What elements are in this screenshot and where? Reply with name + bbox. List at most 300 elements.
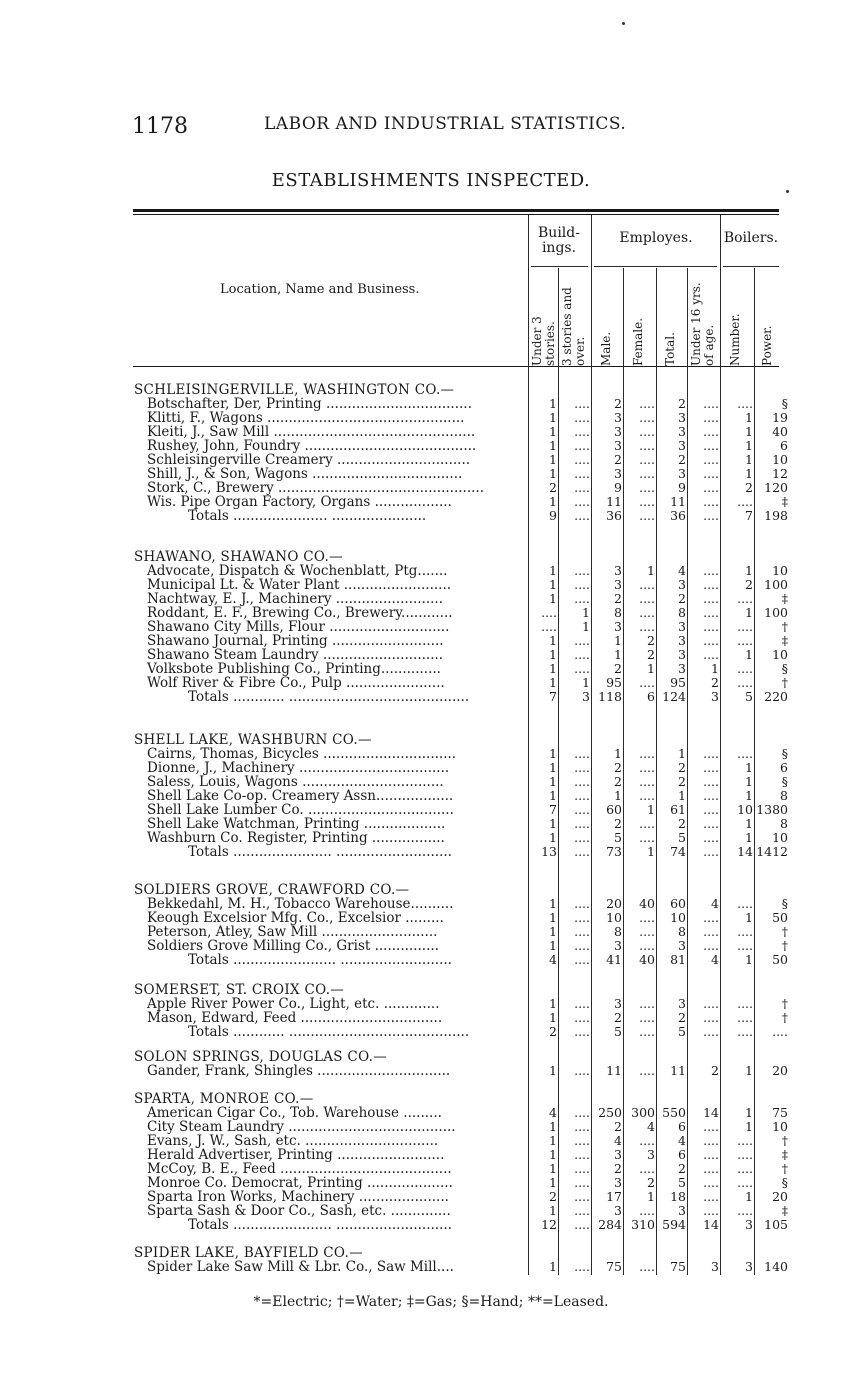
- cell-boiler-number: ....: [737, 896, 753, 911]
- cell-under3: 1: [549, 675, 557, 690]
- cell-boiler-number: 1: [745, 438, 753, 453]
- cell-total: 2: [678, 452, 686, 467]
- totals-row: [0, 1218, 862, 1232]
- cell-boiler-power: 75: [772, 1105, 788, 1120]
- cell-under16: ....: [703, 1203, 719, 1218]
- cell-3over: ....: [574, 494, 590, 509]
- establishment-name: Sparta Iron Works, Machinery .....................: [147, 1190, 449, 1204]
- cell-under16: ....: [703, 577, 719, 592]
- establishment-name: Shell Lake Lumber Co. ..................................: [147, 803, 454, 817]
- cell-under16: 2: [711, 675, 719, 690]
- cell-boiler-power: 100: [764, 605, 788, 620]
- establishment-name: Mason, Edward, Feed .................................: [147, 1011, 443, 1025]
- cell-boiler-power: 100: [764, 577, 788, 592]
- cell-boiler-number: 3: [745, 1259, 753, 1274]
- establishment-name: Shell Lake Watchman, Printing ...................: [147, 817, 446, 831]
- establishment-name: Rushey, John, Foundry ........................................: [147, 439, 477, 453]
- cell-total: 2: [678, 816, 686, 831]
- cell-male: 250: [598, 1105, 622, 1120]
- table-row: [0, 1120, 862, 1134]
- establishment-name: Evans, J. W., Sash, etc. ...............................: [147, 1134, 439, 1148]
- cell-female: ....: [639, 410, 655, 425]
- col-number-header: Number.: [728, 313, 742, 366]
- cell-total: 6: [678, 1147, 686, 1162]
- cell-under3: 1: [549, 661, 557, 676]
- cell-male: 17: [606, 1189, 622, 1204]
- cell-male: 3: [614, 1147, 622, 1162]
- cell-under16: ....: [703, 1189, 719, 1204]
- cell-3over: 1: [582, 619, 590, 634]
- page-number: 1178: [132, 114, 188, 139]
- cell-female: ....: [639, 675, 655, 690]
- cell-under16: 3: [711, 689, 719, 704]
- cell-under3: 2: [549, 1024, 557, 1039]
- cell-female: 300: [631, 1105, 655, 1120]
- cell-female: 2: [647, 1175, 655, 1190]
- cell-under16: ....: [703, 410, 719, 425]
- totals-row: [0, 690, 862, 704]
- cell-boiler-number: 1: [745, 647, 753, 662]
- establishment-name: Spider Lake Saw Mill & Lbr. Co., Saw Mill....: [147, 1260, 454, 1274]
- cell-female: 310: [631, 1217, 655, 1232]
- cell-under16: ....: [703, 591, 719, 606]
- cell-boiler-number: ....: [737, 1024, 753, 1039]
- cell-female: ....: [639, 1203, 655, 1218]
- cell-male: 2: [614, 816, 622, 831]
- establishment-name: Bekkedahl, M. H., Tobacco Warehouse..........: [147, 897, 454, 911]
- table-row: [0, 1162, 862, 1176]
- cell-3over: ....: [574, 746, 590, 761]
- cell-male: 2: [614, 760, 622, 775]
- cell-male: 2: [614, 396, 622, 411]
- cell-boiler-number: ....: [737, 1147, 753, 1162]
- cell-boiler-power: 20: [772, 1189, 788, 1204]
- table-row: [0, 439, 862, 453]
- cell-under16: ....: [703, 788, 719, 803]
- cell-under3: 2: [549, 480, 557, 495]
- location-heading-row: [0, 983, 862, 997]
- cell-female: ....: [639, 577, 655, 592]
- table-row: [0, 578, 862, 592]
- cell-female: ....: [639, 619, 655, 634]
- cell-boiler-power: ‡: [781, 1147, 788, 1162]
- cell-under3: 4: [549, 952, 557, 967]
- cell-under3: 1: [549, 591, 557, 606]
- totals-row: [0, 953, 862, 967]
- cell-under16: 2: [711, 1063, 719, 1078]
- cell-female: ....: [639, 788, 655, 803]
- establishment-name: Keough Excelsior Mfg. Co., Excelsior .........: [147, 911, 444, 925]
- cell-under3: 1: [549, 424, 557, 439]
- table-row: [0, 411, 862, 425]
- cell-under16: ....: [703, 396, 719, 411]
- cell-boiler-number: ....: [737, 1161, 753, 1176]
- cell-3over: 1: [582, 605, 590, 620]
- establishment-name: Shawano City Mills, Flour ............................: [147, 620, 450, 634]
- cell-female: ....: [639, 1133, 655, 1148]
- cell-under3: 1: [549, 896, 557, 911]
- cell-under3: 1: [549, 774, 557, 789]
- cell-under16: ....: [703, 1119, 719, 1134]
- table-row: [0, 775, 862, 789]
- cell-under16: ....: [703, 760, 719, 775]
- establishment-name: Totals ............ ..........................................: [188, 1025, 470, 1039]
- cell-male: 3: [614, 563, 622, 578]
- establishment-name: Klitti, F., Wagons ..............................................: [147, 411, 465, 425]
- cell-female: ....: [639, 938, 655, 953]
- cell-boiler-power: †: [781, 1161, 788, 1176]
- location-heading: SOMERSET, ST. CROIX CO.—: [134, 983, 345, 997]
- establishment-name: Stork, C., Brewery ................................................: [147, 481, 484, 495]
- cell-3over: ....: [574, 760, 590, 775]
- cell-boiler-power: 8: [780, 788, 788, 803]
- cell-3over: ....: [574, 452, 590, 467]
- table-row: [0, 939, 862, 953]
- cell-3over: ....: [574, 896, 590, 911]
- cell-under16: ....: [703, 1175, 719, 1190]
- cell-total: 18: [670, 1189, 686, 1204]
- cell-under3: 1: [549, 633, 557, 648]
- cell-boiler-power: 19: [772, 410, 788, 425]
- table-row: [0, 397, 862, 411]
- cell-male: 73: [606, 844, 622, 859]
- cell-boiler-power: §: [781, 396, 788, 411]
- table-row: [0, 761, 862, 775]
- cell-under16: ....: [703, 647, 719, 662]
- cell-boiler-number: ....: [737, 1010, 753, 1025]
- cell-boiler-number: ....: [737, 396, 753, 411]
- cell-3over: ....: [574, 577, 590, 592]
- cell-under16: ....: [703, 466, 719, 481]
- cell-under3: 1: [549, 1175, 557, 1190]
- cell-3over: ....: [574, 480, 590, 495]
- cell-3over: ....: [574, 1024, 590, 1039]
- cell-male: 95: [606, 675, 622, 690]
- cell-male: 75: [606, 1259, 622, 1274]
- cell-female: 1: [647, 844, 655, 859]
- cell-total: 1: [678, 788, 686, 803]
- cell-boiler-number: 1: [745, 1119, 753, 1134]
- establishment-name: Shawano Journal, Printing ..........................: [147, 634, 444, 648]
- table-row: [0, 495, 862, 509]
- cell-under3: 1: [549, 1119, 557, 1134]
- cell-boiler-number: 1: [745, 816, 753, 831]
- cell-under16: ....: [703, 480, 719, 495]
- cell-female: ....: [639, 605, 655, 620]
- establishment-name: Apple River Power Co., Light, etc. .............: [147, 997, 440, 1011]
- table-row: [0, 606, 862, 620]
- cell-boiler-power: 198: [764, 508, 788, 523]
- establishment-name: Peterson, Atley, Saw Mill ...........................: [147, 925, 438, 939]
- cell-under16: ....: [703, 844, 719, 859]
- cell-boiler-power: §: [781, 896, 788, 911]
- cell-male: 2: [614, 1119, 622, 1134]
- cell-under16: 4: [711, 952, 719, 967]
- cell-female: ....: [639, 438, 655, 453]
- cell-boiler-power: 6: [780, 760, 788, 775]
- cell-under16: ....: [703, 452, 719, 467]
- location-header: Location, Name and Business.: [220, 282, 420, 297]
- cell-3over: ....: [574, 1105, 590, 1120]
- cell-under3: 12: [541, 1217, 557, 1232]
- location-heading-row: [0, 883, 862, 897]
- establishment-name: Totals ........................ ..........................: [188, 953, 452, 967]
- cell-total: 2: [678, 396, 686, 411]
- cell-3over: ....: [574, 952, 590, 967]
- cell-male: 3: [614, 466, 622, 481]
- cell-under16: ....: [703, 816, 719, 831]
- cell-boiler-power: †: [781, 938, 788, 953]
- table-row: [0, 1106, 862, 1120]
- cell-female: 1: [647, 1189, 655, 1204]
- cell-boiler-number: 2: [745, 480, 753, 495]
- cell-female: ....: [639, 480, 655, 495]
- cell-boiler-power: 10: [772, 563, 788, 578]
- cell-female: ....: [639, 508, 655, 523]
- cell-boiler-power: ‡: [781, 591, 788, 606]
- cell-boiler-power: 50: [772, 910, 788, 925]
- establishment-name: Shawano Steam Laundry ............................: [147, 648, 444, 662]
- table-row: [0, 620, 862, 634]
- cell-total: 5: [678, 1175, 686, 1190]
- table-row: [0, 1064, 862, 1078]
- cell-total: 4: [678, 1133, 686, 1148]
- establishment-name: Advocate, Dispatch & Wochenblatt, Ptg.......: [147, 564, 448, 578]
- cell-female: 6: [647, 689, 655, 704]
- establishment-name: Nachtway, E. J., Machinery .........................: [147, 592, 444, 606]
- table-row: [0, 648, 862, 662]
- table-row: [0, 747, 862, 761]
- cell-boiler-number: 5: [745, 689, 753, 704]
- establishment-name: Sparta Sash & Door Co., Sash, etc. ..............: [147, 1204, 451, 1218]
- cell-under3: 1: [549, 1203, 557, 1218]
- cell-3over: ....: [574, 910, 590, 925]
- cell-boiler-number: ....: [737, 633, 753, 648]
- cell-total: 3: [678, 996, 686, 1011]
- table-row: [0, 1260, 862, 1274]
- totals-row: [0, 509, 862, 523]
- cell-3over: ....: [574, 924, 590, 939]
- cell-female: 3: [647, 1147, 655, 1162]
- cell-boiler-number: ....: [737, 1175, 753, 1190]
- cell-boiler-power: 220: [764, 689, 788, 704]
- establishment-name: Totals ...................... ......................: [188, 509, 427, 523]
- cell-female: ....: [639, 494, 655, 509]
- cell-female: ....: [639, 774, 655, 789]
- employes-group-header: Employes.: [619, 230, 693, 246]
- cell-under16: ....: [703, 563, 719, 578]
- buildings-group-header: Build- ings.: [538, 225, 580, 256]
- cell-under3: 1: [549, 1010, 557, 1025]
- cell-3over: ....: [574, 466, 590, 481]
- cell-male: 3: [614, 1203, 622, 1218]
- cell-female: 1: [647, 661, 655, 676]
- cell-boiler-power: 12: [772, 466, 788, 481]
- col-power-header: Power.: [760, 325, 774, 366]
- cell-under16: ....: [703, 996, 719, 1011]
- cell-under3: ....: [541, 605, 557, 620]
- cell-total: 36: [670, 508, 686, 523]
- establishment-name: Dionne, J., Machinery ...................................: [147, 761, 450, 775]
- cell-female: ....: [639, 452, 655, 467]
- col-3over-header: 3 stories and over.: [560, 287, 587, 366]
- cell-under16: 1: [711, 661, 719, 676]
- cell-under16: ....: [703, 424, 719, 439]
- col-male-header: Male.: [599, 331, 613, 366]
- cell-3over: ....: [574, 396, 590, 411]
- cell-3over: ....: [574, 1217, 590, 1232]
- cell-under3: 13: [541, 844, 557, 859]
- location-heading: SHAWANO, SHAWANO CO.—: [134, 550, 343, 564]
- cell-3over: ....: [574, 1203, 590, 1218]
- cell-total: 9: [678, 480, 686, 495]
- cell-under3: 1: [549, 924, 557, 939]
- cell-under16: ....: [703, 830, 719, 845]
- cell-boiler-number: ....: [737, 996, 753, 1011]
- establishment-name: Totals ....................... ...........................: [188, 845, 452, 859]
- cell-male: 3: [614, 996, 622, 1011]
- cell-boiler-number: 3: [745, 1217, 753, 1232]
- cell-boiler-number: 1: [745, 563, 753, 578]
- cell-under16: ....: [703, 1133, 719, 1148]
- cell-3over: 3: [582, 689, 590, 704]
- cell-total: 5: [678, 1024, 686, 1039]
- cell-male: 11: [606, 494, 622, 509]
- establishment-name: Botschafter, Der, Printing ..................................: [147, 397, 472, 411]
- cell-under3: 1: [549, 760, 557, 775]
- establishment-name: Roddant, E. F., Brewing Co., Brewery............: [147, 606, 453, 620]
- location-heading: SHELL LAKE, WASHBURN CO.—: [134, 733, 372, 747]
- cell-boiler-power: 1412: [756, 844, 788, 859]
- cell-boiler-power: 50: [772, 952, 788, 967]
- cell-boiler-number: 1: [745, 910, 753, 925]
- location-heading: SOLON SPRINGS, DOUGLAS CO.—: [134, 1050, 388, 1064]
- cell-male: 3: [614, 619, 622, 634]
- cell-boiler-power: ‡: [781, 494, 788, 509]
- cell-under16: ....: [703, 494, 719, 509]
- cell-boiler-power: 10: [772, 452, 788, 467]
- location-heading-row: [0, 1092, 862, 1106]
- cell-3over: ....: [574, 1119, 590, 1134]
- table-header-rule: [133, 366, 779, 367]
- cell-under16: ....: [703, 924, 719, 939]
- establishment-name: Washburn Co. Register, Printing .................: [147, 831, 445, 845]
- cell-total: 10: [670, 910, 686, 925]
- cell-male: 8: [614, 605, 622, 620]
- cell-under16: ....: [703, 1010, 719, 1025]
- footnote-legend: *=Electric; †=Water; ‡=Gas; §=Hand; **=Leased.: [253, 1294, 609, 1310]
- cell-total: 3: [678, 633, 686, 648]
- establishment-name: Monroe Co. Democrat, Printing ....................: [147, 1176, 453, 1190]
- cell-boiler-power: 105: [764, 1217, 788, 1232]
- establishment-name: Volksbote Publishing Co., Printing..............: [147, 662, 441, 676]
- cell-male: 3: [614, 410, 622, 425]
- cell-total: 3: [678, 410, 686, 425]
- cell-3over: ....: [574, 1147, 590, 1162]
- cell-under3: 7: [549, 802, 557, 817]
- table-row: [0, 897, 862, 911]
- cell-boiler-power: 10: [772, 830, 788, 845]
- table-row: [0, 925, 862, 939]
- cell-under3: 1: [549, 452, 557, 467]
- cell-total: 3: [678, 661, 686, 676]
- cell-boiler-number: 2: [745, 577, 753, 592]
- cell-3over: ....: [574, 563, 590, 578]
- location-heading: SOLDIERS GROVE, CRAWFORD CO.—: [134, 883, 410, 897]
- cell-3over: ....: [574, 830, 590, 845]
- cell-3over: ....: [574, 410, 590, 425]
- cell-total: 2: [678, 760, 686, 775]
- cell-male: 60: [606, 802, 622, 817]
- cell-female: ....: [639, 1010, 655, 1025]
- cell-under3: 1: [549, 577, 557, 592]
- cell-male: 11: [606, 1063, 622, 1078]
- cell-boiler-power: 10: [772, 1119, 788, 1134]
- cell-female: 40: [639, 952, 655, 967]
- cell-under16: ....: [703, 746, 719, 761]
- table-row: [0, 911, 862, 925]
- cell-boiler-power: 140: [764, 1259, 788, 1274]
- cell-under3: 1: [549, 816, 557, 831]
- establishment-name: City Steam Laundry .......................................: [147, 1120, 456, 1134]
- cell-male: 2: [614, 774, 622, 789]
- cell-under3: 1: [549, 1259, 557, 1274]
- cell-under16: ....: [703, 619, 719, 634]
- cell-total: 4: [678, 563, 686, 578]
- cell-boiler-number: ....: [737, 1133, 753, 1148]
- cell-male: 2: [614, 661, 622, 676]
- cell-female: 4: [647, 1119, 655, 1134]
- cell-under3: 1: [549, 1147, 557, 1162]
- cell-under3: 1: [549, 438, 557, 453]
- cell-3over: ....: [574, 424, 590, 439]
- cell-female: ....: [639, 910, 655, 925]
- cell-male: 3: [614, 1175, 622, 1190]
- cell-under16: 14: [703, 1105, 719, 1120]
- cell-boiler-number: 1: [745, 1105, 753, 1120]
- cell-total: 594: [662, 1217, 686, 1232]
- cell-under3: 1: [549, 788, 557, 803]
- cell-boiler-power: 6: [780, 438, 788, 453]
- cell-under3: 1: [549, 563, 557, 578]
- speck-mark: [786, 190, 789, 193]
- cell-female: ....: [639, 816, 655, 831]
- table-row: [0, 1011, 862, 1025]
- cell-boiler-power: ‡: [781, 633, 788, 648]
- cell-boiler-power: §: [781, 1175, 788, 1190]
- cell-under3: 1: [549, 1133, 557, 1148]
- cell-total: 8: [678, 924, 686, 939]
- cell-boiler-power: †: [781, 996, 788, 1011]
- cell-total: 11: [670, 494, 686, 509]
- cell-boiler-power: †: [781, 1133, 788, 1148]
- cell-3over: ....: [574, 591, 590, 606]
- table-row: [0, 453, 862, 467]
- cell-under3: 1: [549, 746, 557, 761]
- cell-boiler-number: 14: [737, 844, 753, 859]
- cell-3over: ....: [574, 774, 590, 789]
- cell-male: 2: [614, 591, 622, 606]
- cell-under3: 1: [549, 996, 557, 1011]
- cell-female: 2: [647, 633, 655, 648]
- cell-boiler-number: ....: [737, 661, 753, 676]
- cell-boiler-number: 10: [737, 802, 753, 817]
- cell-under16: ....: [703, 508, 719, 523]
- table-row: [0, 467, 862, 481]
- cell-boiler-power: 20: [772, 1063, 788, 1078]
- establishment-name: Schleisingerville Creamery ...............................: [147, 453, 471, 467]
- establishment-name: Totals ............ ..........................................: [188, 690, 470, 704]
